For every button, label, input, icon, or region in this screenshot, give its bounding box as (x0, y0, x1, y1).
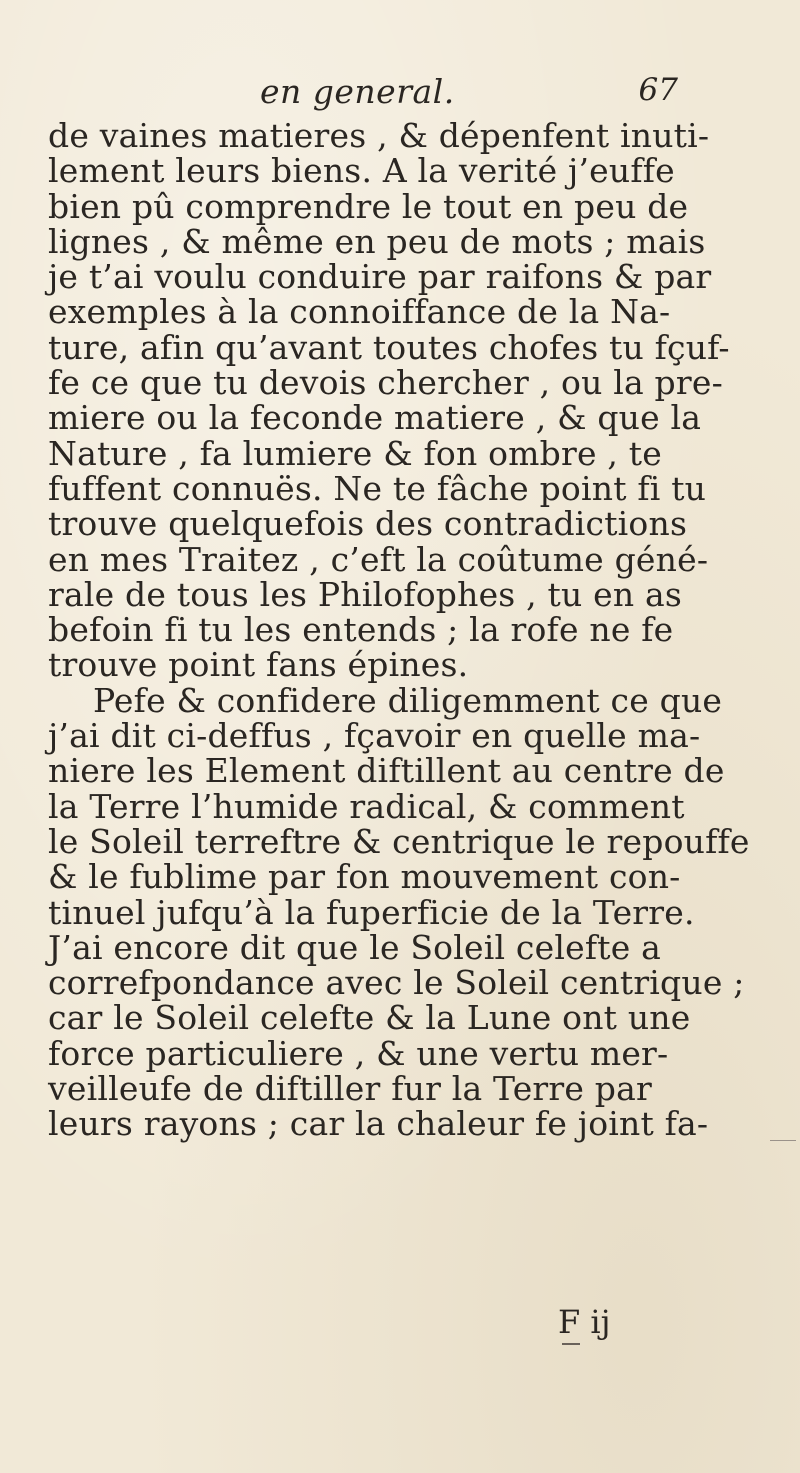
text-line: force particuliere , & une vertu mer- (48, 1033, 669, 1073)
text-line: trouve quelquefois des contradictions (48, 504, 688, 544)
text-line: bien pû comprendre le tout en peu de (48, 186, 689, 226)
text-line: rale de tous les Philofophes , tu en as (48, 574, 682, 614)
signature-underline (562, 1343, 580, 1345)
text-line: en mes Traitez , c’eft la coûtume géné- (48, 539, 709, 579)
text-line: Nature , fa lumiere & fon ombre , te (48, 433, 662, 473)
text-line: & le fublime par fon mouvement con- (48, 857, 681, 897)
text-line: niere les Element diftillent au centre de (48, 751, 725, 791)
text-line: correfpondance avec le Soleil centrique ; (48, 963, 745, 1003)
text-line: car le Soleil celefte & la Lune ont une (48, 998, 691, 1038)
body-text (48, 118, 770, 1142)
paragraph-start-line: Pefe & confidere diligemment ce que (93, 680, 723, 720)
margin-mark (770, 1140, 796, 1141)
text-line: exemples à la connoiffance de la Na- (48, 292, 671, 332)
text-line: j’ai dit ci-deffus , fçavoir en quelle ma- (48, 716, 701, 756)
signature-area (0, 1303, 800, 1343)
text-line: le Soleil terreftre & centrique le repouffe (48, 821, 750, 861)
text-line: befoin fi tu les entends ; la rofe ne fe (48, 610, 674, 650)
text-line: trouve point fans épines. (48, 645, 469, 685)
text-line: miere ou la feconde matiere , & que la (48, 398, 702, 438)
text-line: tinuel jufqu’à la fuperficie de la Terre. (48, 892, 695, 932)
text-line: ture, afin qu’avant toutes chofes tu fçuf- (48, 327, 730, 367)
text-line: de vaines matieres , & dépenfent inuti- (48, 116, 710, 155)
text-line: lignes , & même en peu de mots ; mais (48, 221, 706, 261)
text-line: fe ce que tu devois chercher , ou la pre- (48, 363, 723, 403)
text-line: fuffent connuës. Ne te fâche point fi tu (48, 468, 707, 508)
text-line: la Terre l’humide radical, & comment (48, 786, 685, 826)
text-line: je t’ai voulu conduire par raifons & par (48, 257, 712, 297)
running-head: en general. (260, 72, 455, 111)
text-line: leurs rayons ; car la chaleur fe joint fa- (48, 1104, 709, 1144)
page-number: 67 (638, 72, 678, 108)
text-line: J’ai encore dit que le Soleil celefte a (48, 927, 661, 967)
signature-mark: F ij (558, 1303, 611, 1341)
text-line: lement leurs biens. A la verité j’euffe (48, 151, 675, 191)
text-line: veilleufe de diftiller fur la Terre par (48, 1069, 652, 1109)
page-header (40, 72, 760, 122)
